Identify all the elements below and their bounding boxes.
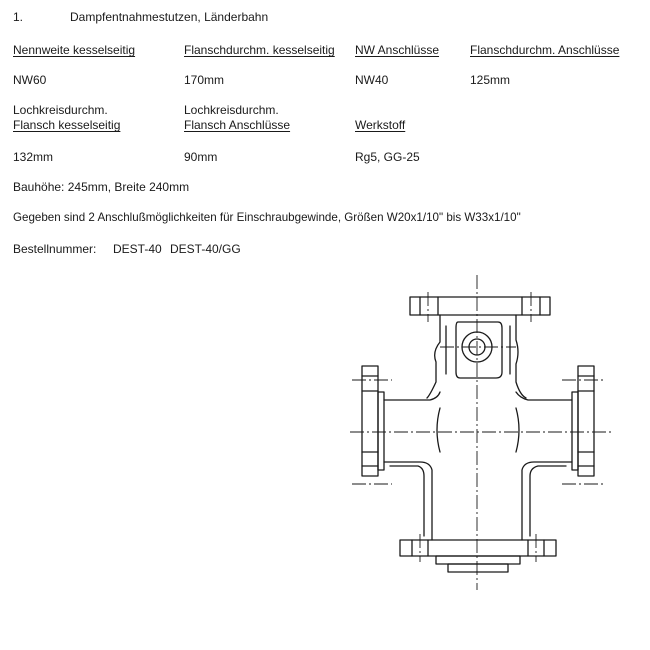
body-cross	[384, 392, 572, 540]
table2-header-2-line1: Lochkreisdurchm.	[184, 103, 279, 117]
table2-value-2: 90mm	[184, 150, 218, 164]
dimensions-text: Bauhöhe: 245mm, Breite 240mm	[13, 180, 190, 194]
table2-header-2-line2: Flansch Anschlüsse	[184, 118, 291, 132]
table1-header-1: Nennweite kesselseitig	[13, 43, 136, 57]
right-flange	[572, 366, 594, 476]
table1-value-4: 125mm	[470, 73, 511, 87]
heading-title: Dampfentnahmestutzen, Länderbahn	[70, 10, 269, 24]
table1-header-3: NW Anschlüsse	[355, 43, 440, 57]
note-text: Gegeben sind 2 Anschlußmöglichkeiten für Einschraubgewinde, Größen W20x1/10" bis W33x1/10"	[13, 211, 521, 224]
upper-neck	[427, 315, 526, 398]
order-number-1: DEST-40	[113, 242, 162, 256]
left-flange	[362, 366, 384, 476]
table1-value-2: 170mm	[184, 73, 225, 87]
table2-header-3-line2: Werkstoff	[355, 118, 406, 132]
table1-value-1: NW60	[13, 73, 47, 87]
top-flange	[410, 297, 550, 315]
table1-header-2: Flanschdurchm. kesselseitig	[184, 43, 335, 57]
table1-header-4: Flanschdurchm. Anschlüsse	[470, 43, 620, 57]
bottom-flange	[400, 540, 556, 572]
table2-value-1: 132mm	[13, 150, 54, 164]
order-label: Bestellnummer:	[13, 242, 97, 256]
order-number-2: DEST-40/GG	[170, 242, 241, 256]
heading-number: 1.	[13, 10, 24, 24]
table2-header-1-line1: Lochkreisdurchm.	[13, 103, 108, 117]
table2-value-3: Rg5, GG-25	[355, 150, 420, 164]
table2-header-1-line2: Flansch kesselseitig	[13, 118, 121, 132]
table1-value-3: NW40	[355, 73, 389, 87]
